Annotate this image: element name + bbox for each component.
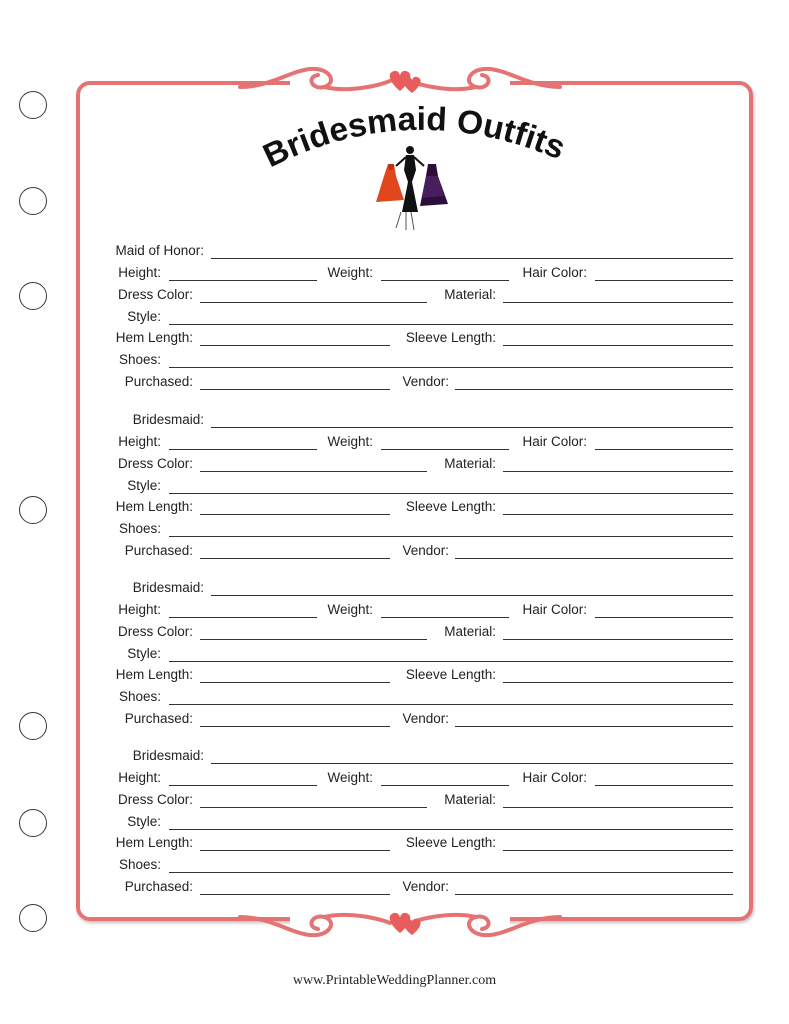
vendor-field[interactable]	[455, 558, 733, 559]
purchased-label: Purchased:	[124, 543, 193, 558]
name-label: Bridesmaid:	[132, 748, 204, 763]
dress-color-label: Dress Color:	[117, 287, 193, 302]
purchased-label: Purchased:	[124, 374, 193, 389]
binder-hole	[19, 904, 47, 932]
weight-field[interactable]	[381, 449, 509, 450]
height-label: Height:	[118, 265, 161, 280]
hem-length-label: Hem Length:	[115, 330, 193, 345]
height-field[interactable]	[169, 280, 317, 281]
name-field[interactable]	[211, 763, 733, 764]
height-label: Height:	[118, 434, 161, 449]
dress-color-field[interactable]	[200, 471, 427, 472]
style-label: Style:	[127, 814, 161, 829]
material-label: Material:	[444, 456, 496, 471]
name-label: Bridesmaid:	[132, 580, 204, 595]
material-field[interactable]	[503, 471, 733, 472]
dress-color-field[interactable]	[200, 639, 427, 640]
style-field[interactable]	[169, 493, 733, 494]
binder-hole	[19, 91, 47, 119]
shoes-label: Shoes:	[118, 857, 161, 872]
sleeve-length-label: Sleeve Length:	[405, 667, 496, 682]
height-label: Height:	[118, 602, 161, 617]
purchased-field[interactable]	[200, 558, 390, 559]
hair-color-label: Hair Color:	[522, 265, 587, 280]
hem-length-label: Hem Length:	[115, 835, 193, 850]
material-label: Material:	[444, 624, 496, 639]
weight-label: Weight:	[327, 434, 373, 449]
shoes-field[interactable]	[169, 872, 733, 873]
weight-label: Weight:	[327, 602, 373, 617]
vendor-field[interactable]	[455, 726, 733, 727]
weight-label: Weight:	[327, 770, 373, 785]
hair-color-label: Hair Color:	[522, 434, 587, 449]
name-label: Maid of Honor:	[115, 243, 204, 258]
hair-color-field[interactable]	[595, 280, 733, 281]
weight-field[interactable]	[381, 617, 509, 618]
name-field[interactable]	[211, 595, 733, 596]
sleeve-length-field[interactable]	[503, 345, 733, 346]
shoes-field[interactable]	[169, 536, 733, 537]
name-field[interactable]	[211, 427, 733, 428]
weight-label: Weight:	[327, 265, 373, 280]
purchased-field[interactable]	[200, 389, 390, 390]
style-field[interactable]	[169, 661, 733, 662]
vendor-label: Vendor:	[402, 374, 449, 389]
purchased-label: Purchased:	[124, 879, 193, 894]
hem-length-field[interactable]	[200, 345, 390, 346]
hem-length-field[interactable]	[200, 682, 390, 683]
vendor-label: Vendor:	[402, 543, 449, 558]
shoes-label: Shoes:	[118, 352, 161, 367]
material-field[interactable]	[503, 302, 733, 303]
hair-color-field[interactable]	[595, 617, 733, 618]
binder-hole	[19, 809, 47, 837]
height-field[interactable]	[169, 617, 317, 618]
binder-hole	[19, 282, 47, 310]
binder-hole	[19, 187, 47, 215]
shoes-label: Shoes:	[118, 689, 161, 704]
hair-color-field[interactable]	[595, 449, 733, 450]
purchased-field[interactable]	[200, 726, 390, 727]
sleeve-length-label: Sleeve Length:	[405, 835, 496, 850]
footer-url: www.PrintableWeddingPlanner.com	[292, 973, 497, 988]
dress-color-label: Dress Color:	[117, 792, 193, 807]
height-field[interactable]	[169, 449, 317, 450]
style-label: Style:	[127, 478, 161, 493]
material-label: Material:	[444, 792, 496, 807]
svg-text:Bridesmaid Outfits: Bridesmaid Outfits	[257, 99, 571, 175]
hem-length-label: Hem Length:	[115, 667, 193, 682]
material-field[interactable]	[503, 639, 733, 640]
sleeve-length-label: Sleeve Length:	[405, 330, 496, 345]
hem-length-field[interactable]	[200, 850, 390, 851]
bridesmaid-dresses-icon	[366, 140, 456, 232]
dress-color-label: Dress Color:	[117, 456, 193, 471]
purchased-label: Purchased:	[124, 711, 193, 726]
style-label: Style:	[127, 646, 161, 661]
sleeve-length-field[interactable]	[503, 682, 733, 683]
style-label: Style:	[127, 309, 161, 324]
weight-field[interactable]	[381, 785, 509, 786]
hem-length-field[interactable]	[200, 514, 390, 515]
name-field[interactable]	[211, 258, 733, 259]
sleeve-length-field[interactable]	[503, 850, 733, 851]
sleeve-length-field[interactable]	[503, 514, 733, 515]
binder-hole	[19, 712, 47, 740]
dress-color-field[interactable]	[200, 807, 427, 808]
material-label: Material:	[444, 287, 496, 302]
material-field[interactable]	[503, 807, 733, 808]
dress-color-field[interactable]	[200, 302, 427, 303]
height-label: Height:	[118, 770, 161, 785]
style-field[interactable]	[169, 829, 733, 830]
vendor-label: Vendor:	[402, 879, 449, 894]
purchased-field[interactable]	[200, 894, 390, 895]
hem-length-label: Hem Length:	[115, 499, 193, 514]
shoes-field[interactable]	[169, 704, 733, 705]
dress-color-label: Dress Color:	[117, 624, 193, 639]
vendor-field[interactable]	[455, 389, 733, 390]
vendor-label: Vendor:	[402, 711, 449, 726]
hair-color-label: Hair Color:	[522, 770, 587, 785]
height-field[interactable]	[169, 785, 317, 786]
vendor-field[interactable]	[455, 894, 733, 895]
shoes-field[interactable]	[169, 367, 733, 368]
style-field[interactable]	[169, 324, 733, 325]
name-label: Bridesmaid:	[132, 412, 204, 427]
bottom-flourish-icon	[230, 893, 570, 943]
hair-color-field[interactable]	[595, 785, 733, 786]
weight-field[interactable]	[381, 280, 509, 281]
binder-hole	[19, 496, 47, 524]
hair-color-label: Hair Color:	[522, 602, 587, 617]
shoes-label: Shoes:	[118, 521, 161, 536]
sleeve-length-label: Sleeve Length:	[405, 499, 496, 514]
